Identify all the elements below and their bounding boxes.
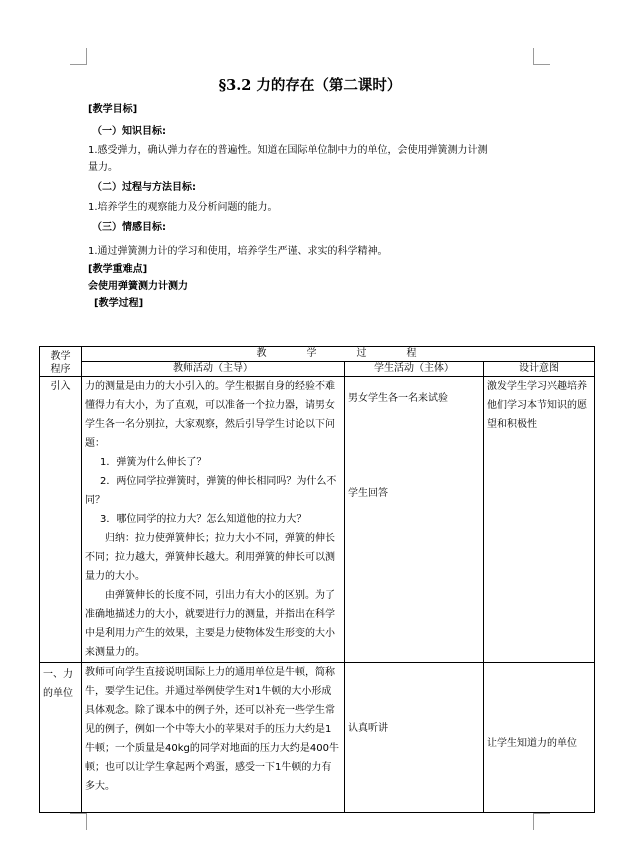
- header-teacher-activity: 教师活动（主导）: [82, 362, 345, 377]
- teacher-paragraph: 力的测量是由力的大小引入的。学生根据自身的经验不难懂得力有大小，为了直观，可以准备一个拉力器，请男女学生各一名分别拉，大家观察，然后引导学生讨论以下问题：: [85, 381, 335, 449]
- header-program-line-1: 教学: [50, 351, 71, 362]
- crop-mark-bottom-left: [70, 813, 87, 830]
- student-activity-text: 学生回答: [348, 488, 388, 499]
- crop-mark-top-left: [70, 48, 87, 65]
- teaching-goals-heading: [教学目标]: [88, 104, 138, 115]
- row-student-force-unit: 认真听讲: [345, 663, 484, 813]
- header-student-activity: 学生活动（主体）: [345, 362, 484, 377]
- header-program: [40, 347, 82, 377]
- row-program-intro: 引入: [40, 377, 82, 663]
- header-process: 教学过程: [82, 347, 595, 362]
- emotion-goals-text: 1.通过弹簧测力计的学习和使用，培养学生严谨、求实的科学精神。: [88, 246, 388, 257]
- row-program-force-unit: 一、力的单位: [40, 663, 82, 813]
- crop-mark-bottom-right: [533, 813, 550, 830]
- teacher-paragraph: 由弹簧伸长的长度不同，引出力有大小的区别。为了准确地描述力的大小，就要进行力的测量，并指出在科学中是利用力产生的效果，主要是力使物体发生形变的大小来测量力的。: [85, 590, 335, 658]
- knowledge-goals-text-line-1: 1.感受弹力，确认弹力存在的普遍性。知道在国际单位制中力的单位，会使用弹簧测力计测: [88, 145, 488, 156]
- process-goals-text: 1.培养学生的观察能力及分析问题的能力。: [88, 202, 278, 213]
- header-program-line-2: 程序: [50, 364, 71, 375]
- table-row: [40, 663, 595, 813]
- table-header-row-2: [40, 362, 595, 377]
- knowledge-goals-text-line-2: 量力。: [88, 162, 118, 173]
- table-row: [40, 377, 595, 663]
- lesson-plan-table: [39, 346, 595, 813]
- row-student-intro: [345, 377, 484, 663]
- row-design-force-unit: 让学生知道力的单位: [484, 663, 595, 813]
- header-design-intent: 设计意图: [484, 362, 595, 377]
- row-teacher-intro: [82, 377, 345, 663]
- knowledge-goals-heading: （一）知识目标:: [92, 126, 166, 137]
- student-activity-text: 男女学生各一名来试验: [348, 393, 448, 404]
- emotion-goals-heading: （三）情感目标:: [92, 222, 166, 233]
- teaching-process-heading: [教学过程]: [94, 298, 144, 309]
- document-title: §3.2 力的存在（第二课时）: [218, 77, 402, 94]
- teacher-question: 3．哪位同学的拉力大？怎么知道他的拉力大？: [100, 514, 307, 525]
- teacher-question: 2．两位同学拉弹簧时，弹簧的伸长相同吗？为什么不同？: [85, 476, 337, 506]
- row-design-intro: 激发学生学习兴趣培养他们学习本节知识的愿望和积极性: [484, 377, 595, 663]
- key-points-text: 会使用弹簧测力计测力: [88, 281, 188, 292]
- table-header-row-1: [40, 347, 595, 362]
- key-points-heading: [教学重难点]: [88, 264, 148, 275]
- teacher-question: 1．弹簧为什么伸长了？: [100, 457, 207, 468]
- teacher-summary: 归纳：拉力使弹簧伸长；拉力大小不同，弹簧的伸长不同；拉力越大，弹簧伸长越大。利用弹簧的伸长可以测量力的大小。: [85, 533, 335, 582]
- crop-mark-top-right: [533, 48, 550, 65]
- row-teacher-force-unit: 教师可向学生直接说明国际上力的通用单位是牛顿，简称牛，要学生记住。并通过举例使学生对1牛顿的大小形成具体观念。除了课本中的例子外，还可以补充一些学生常见的例子，例如一个中等大小的苹果对手的压力大约是1牛顿；一个质量是40kg的同学对地面的压力大约是400牛顿；也可以让学生拿起两个鸡蛋，感受一下1牛顿的力有多大。: [82, 663, 345, 813]
- process-goals-heading: （二）过程与方法目标:: [92, 182, 196, 193]
